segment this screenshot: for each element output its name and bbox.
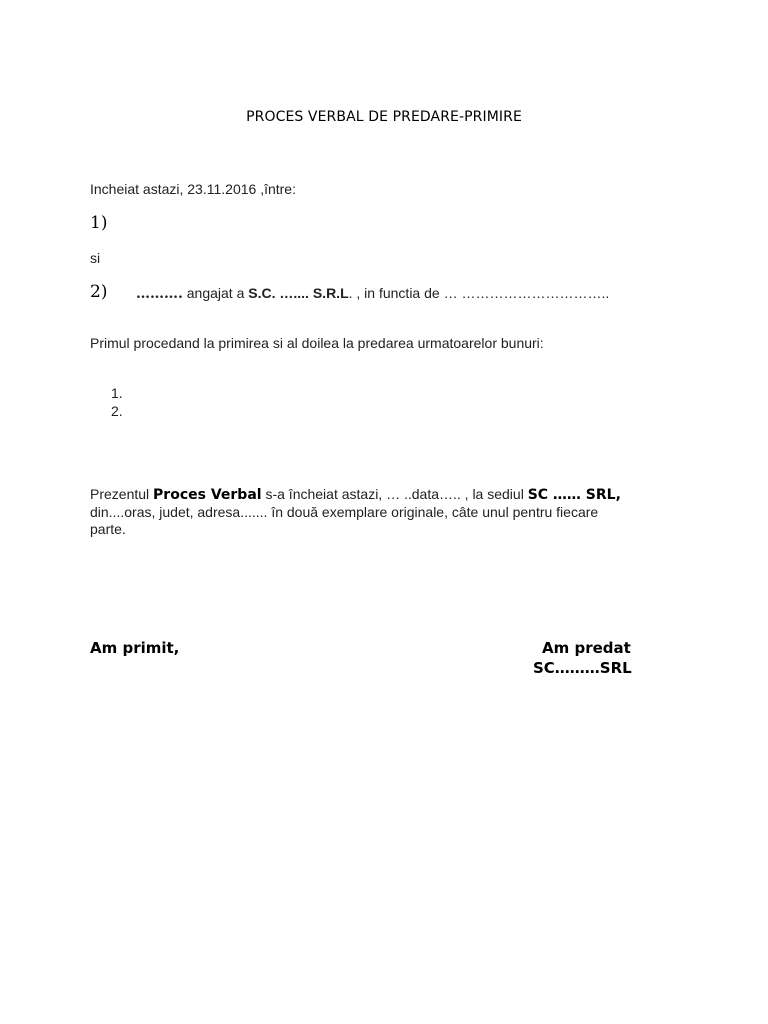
party-2-name-placeholder: ………. — [136, 286, 183, 302]
signature-handed-over-company: SC………SRL — [533, 659, 632, 677]
party-2-company: S.C. ….... — [248, 285, 309, 301]
signature-handed-over: Am predat — [542, 639, 631, 657]
closing-prefix: Prezentul — [90, 486, 154, 502]
closing-line-3: parte. — [90, 521, 126, 537]
signature-received: Am primit, — [90, 639, 180, 657]
party-1-number: 1) — [90, 213, 108, 233]
closing-company: SC …… SRL, — [527, 487, 621, 503]
intro-line: Incheiat astazi, 23.11.2016 ,între: — [90, 181, 296, 197]
list-item: 2. — [111, 403, 123, 419]
document-title: PROCES VERBAL DE PREDARE-PRIMIRE — [246, 109, 522, 125]
goods-list — [111, 384, 123, 420]
closing-line-2: din....oras, judet, adresa....... în două exemplare originale, câte unul pentru fiecare — [90, 504, 599, 520]
closing-paragraph — [90, 486, 680, 538]
party-2-number: 2) — [90, 282, 108, 302]
goods-lead-in: Primul procedand la primirea si al doilea la predarea urmatoarelor bunuri: — [90, 335, 544, 351]
party-2-position-text: . , in functia de … ………………………….. — [348, 285, 610, 301]
closing-middle: s-a încheiat astazi, … ..data….. , la sediul — [261, 486, 528, 502]
conjunction-text: si — [90, 250, 101, 266]
party-2-line — [136, 285, 609, 302]
closing-document-name: Proces Verbal — [153, 487, 262, 503]
party-2-employed-text: angajat a — [182, 285, 249, 301]
list-item: 1. — [111, 385, 123, 401]
party-2-srl: S.R.L — [312, 285, 349, 301]
